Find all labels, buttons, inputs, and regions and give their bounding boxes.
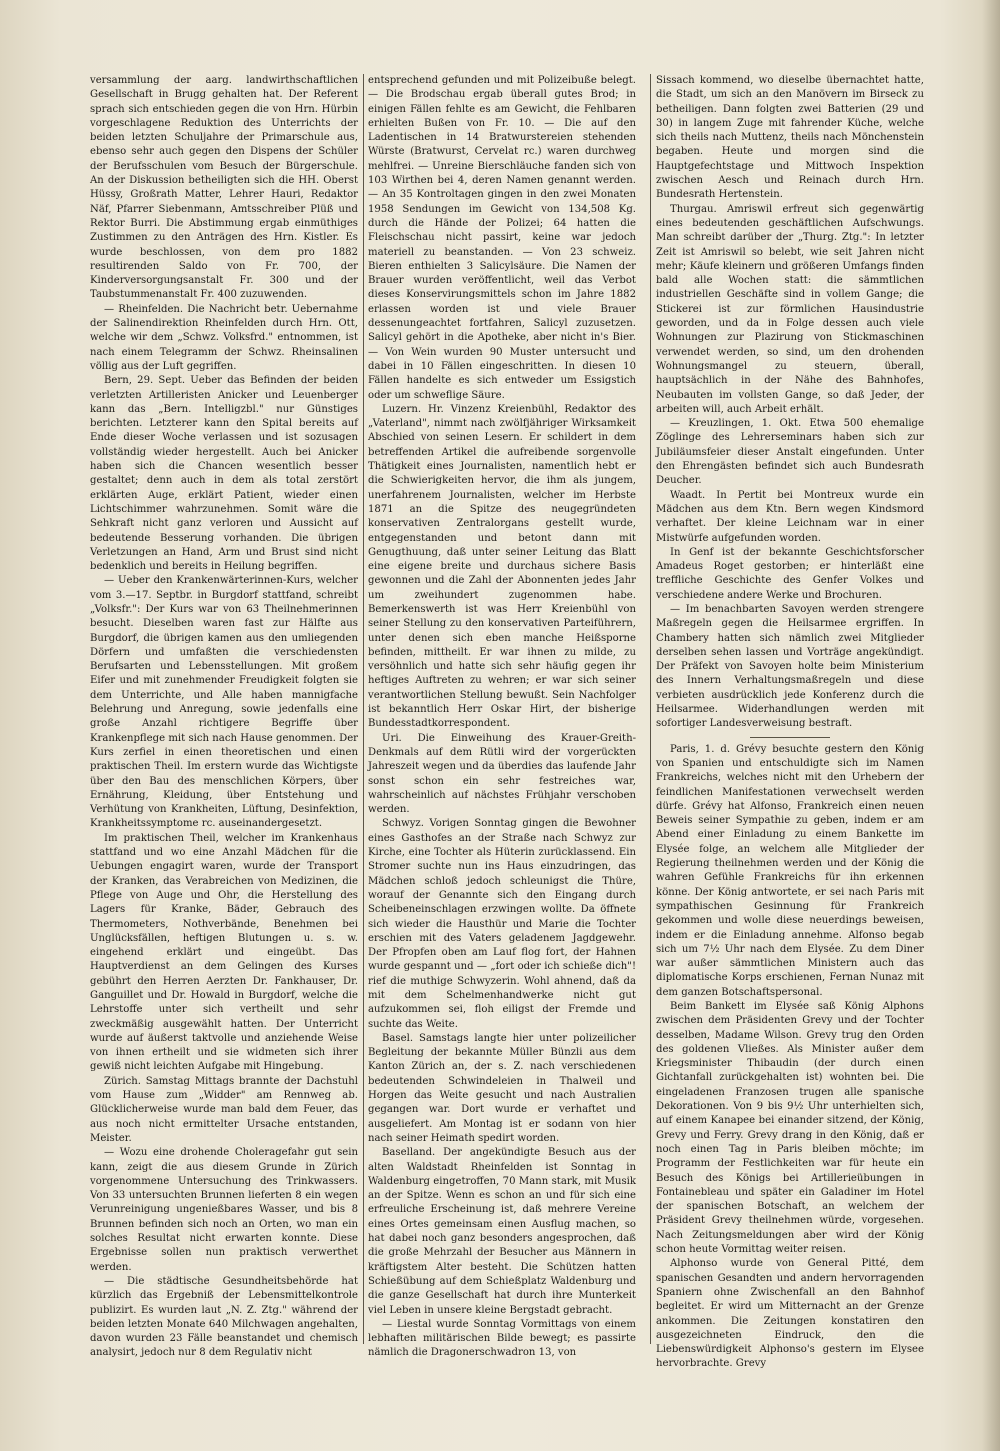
column-3: [656, 74, 924, 1372]
article-paragraph: Beim Bankett im Elysée saß König Alphons zwischen dem Präsidenten Grevy und der Tochter desselben, Madame Wilson. Grevy trug den Orden des goldenen Vließes. Als Minister außer dem Kriegsminister Thibaudin (der durch einen Gichtanfall zurückgehalten ist) wohnten bei. Die eingeladenen Franzosen trugen alle spanische Dekorationen. Von 9 bis 9½ Uhr unterhielten sich, auf einem Kanapee bei einander sitzend, der König, Grevy und Ferry. Grevy drang in den König, daß er noch einen Tag in Paris bleiben möchte; im Programm der Festlichkeiten war für heute ein Besuch des Königs bei Artillerieübungen in Fontainebleau und später ein Galadiner im Hotel der spanischen Botschaft, an welchem der Präsident Grevy theilnehmen würde, vorgesehen. Nach Zeitungsmeldungen aber wird der König schon heute Vormittag weiter reisen.: [656, 1001, 924, 1256]
article-paragraph: — Wozu eine drohende Choleragefahr gut sein kann, zeigt die aus diesem Grunde in Zürich vorgenommene Untersuchung des Trinkwassers. Von 33 untersuchten Brunnen lieferten 8 ein wegen Verunreinigung ungenießbares Wasser, und bis 8 Brunnen befinden sich noch an Orten, wo man ein solches Resultat nicht erwarten konnte. Diese Ergebnisse sollen nun praktisch verwerthet werden.: [90, 1147, 358, 1273]
article-paragraph: Schwyz. Vorigen Sonntag gingen die Bewohner eines Gasthofes an der Straße nach Schwyz zur Kirche, eine Tochter als Hüterin zurücklassend. Ein Stromer suchte nun ins Haus einzudringen, das Mädchen schloß jedoch schleunigst die Thüre, worauf der Genannte sich den Eingang durch Scheibeneinschlagen erzwingen wollte. Da öffnete sich wieder die Hausthür und Marie die Tochter erschien mit des Vaters geladenem Jagdgewehr. Der Pfropfen oben am Lauf flog fort, der Hahnen wurde gespannt und — „fort oder ich schieße dich"! rief die muthige Schwyzerin. Wohl ahnend, daß da mit dem Schelmenhandwerke nicht gut aufzukommen sei, floh eiligst der Fremde und suchte das Weite.: [368, 818, 636, 1030]
article-paragraph: Thurgau. Amriswil erfreut sich gegenwärtig eines bedeutenden geschäftlichen Aufschwungs. Man schreibt darüber der „Thurg. Ztg.": In letzter Zeit ist Amriswil so belebt, wie seit Jahren nicht mehr; Käufe kleinern und größeren Umfangs finden bald alle Wochen statt: die sämmtlichen industriellen Geschäfte sind in vollem Gange; die Stickerei ist zur förmlichen Hausindustrie geworden, und da in Folge dessen auch viele Wohnungen zur Plazirung von Stickmaschinen verwendet werden, so sind, um den drohenden Wohnungsmangel zu steuern, überall, hauptsächlich in der Nähe des Bahnhofes, Neubauten im vollsten Gange, so daß Jeder, der arbeiten will, auch Arbeit erhält.: [656, 203, 924, 415]
article-paragraph: Luzern. Hr. Vinzenz Kreienbühl, Redaktor des „Vaterland", nimmt nach zwölfjähriger Wirksamkeit Abschied von seinen Lesern. Er schildert in dem betreffenden Artikel die aufreibende sorgenvolle Thätigkeit eines Journalisten, namentlich hebt er die Schwierigkeiten hervor, die ihm als jungem, unerfahrenem Journalisten, welcher im Herbste 1871 an die Spitze des neugegründeten konservativen Zentralorgans gestellt wurde, entgegenstanden und betont dann mit Genugthuung, daß unter seiner Leitung das Blatt eine eigene breite und durchaus sichere Basis gewonnen und die Zahl der Abonnenten jedes Jahr um zweihundert zugenommen habe. Bemerkenswerth ist was Herr Kreienbühl von seiner Stellung zu den konservativen Parteiführern, unter denen sich eben manche Heißsporne befinden, mittheilt. Er war ihnen zu milde, zu versöhnlich und hatte sich sehr häufig gegen ihr heftiges Auftreten zu wehren; er war sich seiner verantwortlichen Stellung bewußt. Sein Nachfolger ist bekanntlich Herr Oskar Hirt, der bisherige Bundesstadtkorrespondent.: [368, 403, 636, 730]
article-paragraph: — Liestal wurde Sonntag Vormittags von einem lebhaften militärischen Bilde bewegt; es passirte nämlich die Dragonerschwadron 13, von: [368, 1318, 636, 1359]
column-divider: [363, 74, 364, 1344]
article-paragraph: In Genf ist der bekannte Geschichtsforscher Amadeus Roget gestorben; er hinterläßt eine treffliche Geschichte des Genfer Volkes und verschiedene andere Werke und Brochuren.: [656, 546, 924, 601]
article-paragraph: Im praktischen Theil, welcher im Krankenhaus stattfand und wo eine Anzahl Mädchen für die Uebungen engagirt waren, wurde der Transport der Kranken, das Verabreichen von Medizinen, die Pflege von Auge und Ohr, die Herstellung des Lagers für Kranke, Bäder, Gebrauch des Thermometers, Nothverbände, Benehmen bei Unglücksfällen, heftigen Blutungen u. s. w. eingehend erklärt und eingeübt. Das Hauptverdienst an dem Gelingen des Kurses gebührt den Herren Aerzten Dr. Fankhauser, Dr. Ganguillet und Dr. Howald in Burgdorf, welche die Lehrstoffe unter sich vertheilt und sehr zweckmäßig ausgewählt hatten. Der Unterricht wurde auf äußerst taktvolle und anziehende Weise von ihnen ertheilt und sie widmeten sich ihrer gewiß nicht leichten Aufgabe mit Hingebung.: [90, 832, 358, 1073]
section-separator: [750, 737, 830, 738]
article-paragraph: — Ueber den Krankenwärterinnen-Kurs, welcher vom 3.—17. Septbr. in Burgdorf stattfand, schreibt „Volksfr.": Der Kurs war von 63 Theilnehmerinnen besucht. Dieselben waren fast zur Hälfte aus Burgdorf, die übrigen kamen aus den umliegenden Dörfern und umfaßten die verschiedensten Berufsarten und Lebensstellungen. Mit großem Eifer und mit zunehmender Freudigkeit folgten sie dem Unterrichte, und Alle haben mannigfache Belehrung und Anregung, sowie jedenfalls eine große Anzahl richtigere Begriffe über Krankenpflege mit sich nach Hause genommen. Der Kurs zerfiel in einen theoretischen und einen praktischen Theil. Im erstern wurde das Wichtigste über den Bau des menschlichen Körpers, über Ernährung, Kleidung, über Entstehung und Verhütung von Krankheiten, Lüftung, Desinfektion, Krankheitssymptome rc. auseinandergesetzt.: [90, 575, 358, 830]
article-paragraph: — Die städtische Gesundheitsbehörde hat kürzlich das Ergebniß der Lebensmittelkontrole publizirt. Es wurden laut „N. Z. Ztg." während der beiden letzten Monate 640 Milchwagen angehalten, davon wurden 23 Fälle beanstandet und chemisch analysirt, jedoch nur 8 dem Regulativ nicht: [90, 1275, 358, 1359]
article-paragraph: versammlung der aarg. landwirthschaftlichen Gesellschaft in Brugg gehalten hat. Der Referent sprach sich entschieden gegen die von Hrn. Hürbin vorgeschlagene Reduktion des Unterrichts der beiden letzten Schuljahre der Primarschule aus, ebenso sehr auch gegen den Dispens der Schüler der Berufsschulen vom Besuch der Bürgerschule. An der Diskussion betheiligten sich die HH. Oberst Hüssy, Großrath Matter, Lehrer Hauri, Redaktor Näf, Pfarrer Siebenmann, Amtsschreiber Plüß und Rektor Burri. Die Abstimmung ergab einmüthiges Zustimmen zu den Anträgen des Hrn. Kistler. Es wurde beschlossen, von dem pro 1882 resultirenden Saldo von Fr. 700, der Kinderversorgungsanstalt Fr. 300 und der Taubstummenanstalt Fr. 400 zuzuwenden.: [90, 75, 358, 301]
article-paragraph: — Kreuzlingen, 1. Okt. Etwa 500 ehemalige Zöglinge des Lehrerseminars haben sich zur Jubiläumsfeier dieser Anstalt eingefunden. Unter den Ehrengästen befindet sich auch Bundesrath Deucher.: [656, 418, 924, 487]
article-paragraph: Sissach kommend, wo dieselbe übernachtet hatte, die Stadt, um sich an den Manövern im Birseck zu betheiligen. Dann folgten zwei Batterien (29 und 30) in langem Zuge mit fahrender Küche, welche sich theils nach Muttenz, theils nach Mönchenstein begaben. Heute und morgen sind die Hauptgefechtstage und Mittwoch Inspektion zwischen Aesch und Reinach durch Hrn. Bundesrath Hertenstein.: [656, 75, 924, 201]
column-1: [90, 74, 358, 1361]
column-divider: [650, 74, 651, 1344]
column-2: [368, 74, 636, 1361]
article-paragraph: Bern, 29. Sept. Ueber das Befinden der beiden verletzten Artilleristen Anicker und Leuenberger kann das „Bern. Intelligzbl." nur Günstiges berichten. Letzterer kann den Spital bereits auf Ende dieser Woche verlassen und ist sozusagen vollständig wieder hergestellt. Auch bei Anicker haben sich die Chancen wesentlich besser gestaltet; denn auch in dem als total zerstört erklärten Auge, erklärt Patient, wieder einen Lichtschimmer wahrzunehmen. Somit wäre die Sehkraft nicht ganz verloren und Aussicht auf bedeutende Besserung vorhanden. Die übrigen Verletzungen an Hand, Arm und Brust sind nicht bedenklich und bereits in Heilung begriffen.: [90, 375, 358, 573]
article-paragraph: Zürich. Samstag Mittags brannte der Dachstuhl vom Hause zum „Widder" am Rennweg ab. Glücklicherweise wurde man bald dem Feuer, das aus noch nicht ermittelter Ursache entstanden, Meister.: [90, 1075, 358, 1144]
article-paragraph: entsprechend gefunden und mit Polizeibuße belegt. — Die Brodschau ergab überall gutes Brod; in einigen Fällen fehlte es am Gewicht, die Fehlbaren erhielten Bußen von Fr. 10. — Die auf den Ladentischen in 14 Bratwurstereien stehenden Würste (Bratwurst, Cervelat rc.) waren durchweg mehlfrei. — Unreine Bierschläuche fanden sich von 103 Wirthen bei 4, deren Namen genannt werden. — An 35 Kontroltagen gingen in den zwei Monaten 1958 Sendungen im Gewicht von 134,508 Kg. durch die Hände der Polizei; 64 hatten die Fleischschau nicht passirt, keine war jedoch materiell zu beanstanden. — Von 23 schweiz. Bieren enthielten 3 Salicylsäure. Die Namen der Brauer wurden veröffentlicht, weil das Verbot dieses Konservirungsmittels schon im Jahre 1882 erlassen worden ist und viele Brauer dessenungeachtet fortfahren, Salicyl zuzusetzen. Salicyl gehört in die Apotheke, aber nicht in's Bier. — Von Wein wurden 90 Muster untersucht und dabei in 10 Fällen eingeschritten. In diesen 10 Fällen handelte es sich entweder um Essigstich oder um schweflige Säure.: [368, 75, 636, 401]
article-paragraph: Uri. Die Einweihung des Krauer-Greith-Denkmals auf dem Rütli wird der vorgerückten Jahreszeit wegen und da überdies das laufende Jahr sonst schon ein sehr festreiches war, wahrscheinlich auf nächstes Frühjahr verschoben werden.: [368, 732, 636, 816]
article-paragraph: Baselland. Der angekündigte Besuch aus der alten Waldstadt Rheinfelden ist Sonntag in Waldenburg eingetroffen, 70 Mann stark, mit Musik an der Spitze. Wenn es schon an und für sich eine erfreuliche Erscheinung ist, daß mehrere Vereine eines Ortes gemeinsam einen Ausflug machen, so hat dabei noch ganz besonders angesprochen, daß die große Mehrzahl der Besucher aus Männern in kräftigstem Alter besteht. Die Schützen hatten Schießübung auf dem Schießplatz Waldenburg und die ganze Gesellschaft hat durch ihre Munterkeit viel Leben in unsere kleine Bergstadt gebracht.: [368, 1147, 636, 1316]
article-paragraph: Waadt. In Pertit bei Montreux wurde ein Mädchen aus dem Ktn. Bern wegen Kindsmord verhaftet. Der kleine Leichnam war in einer Mistwürfe aufgefunden worden.: [656, 489, 924, 544]
page-edge-shadow: [982, 0, 1000, 1451]
article-paragraph: Basel. Samstags langte hier unter polizeilicher Begleitung der bekannte Müller Bünzli aus dem Kanton Zürich an, der s. Z. nach verschiedenen bedeutenden Schwindeleien in Thalweil und Horgen das Weite gesucht und nach Australien gegangen war. Dort wurde er verhaftet und ausgeliefert. Am Montag ist er sodann von hier nach seiner Heimath spedirt worden.: [368, 1032, 636, 1144]
article-paragraph: Alphonso wurde von General Pitté, dem spanischen Gesandten und andern hervorragenden Spaniern ohne Zwischenfall an den Bahnhof begleitet. Er wird um Mitternacht an der Grenze ankommen. Die Zeitungen konstatiren den ausgezeichneten Eindruck, den die Liebenswürdigkeit Alphonso's gestern im Elysee hervorbrachte. Grevy: [656, 1258, 924, 1370]
article-paragraph: — Rheinfelden. Die Nachricht betr. Uebernahme der Salinendirektion Rheinfelden durch Hrn. Ott, welche wir dem „Schwz. Volksfrd." entnommen, ist nach einem Telegramm der Schwz. Rheinsalinen völlig aus der Luft gegriffen.: [90, 303, 358, 372]
article-paragraph: Paris, 1. d. Grévy besuchte gestern den König von Spanien und entschuldigte sich im Namen Frankreichs, welches nicht mit den Urhebern der feindlichen Manifestationen verwechselt werden dürfe. Grévy hat Alfonso, Frankreich einen neuen Beweis seiner Sympathie zu geben, indem er am Abend einer Einladung zu einem Bankette im Elysée folge, an welchem alle Mitglieder der Regierung theilnehmen werden und der König die wahren Gefühle Frankreichs für ihn erkennen könne. Der König antwortete, er sei nach Paris mit sympathischen Gesinnung für Frankreich gekommen und wolle diese neuerdings beweisen, indem er die Einladung annehme. Alfonso begab sich um 7½ Uhr nach dem Elysée. Zu dem Diner war außer sämmtlichen Ministern auch das diplomatische Korps erschienen, Fernan Nunaz mit dem ganzen Botschaftspersonal.: [656, 743, 924, 998]
article-paragraph: — Im benachbarten Savoyen werden strengere Maßregeln gegen die Heilsarmee ergriffen. In Chambery hatten sich nämlich zwei Mitglieder derselben sehen lassen und Vorträge angekündigt. Der Präfekt von Savoyen holte beim Ministerium des Innern Verhaltungsmaßregeln und diese verbieten ausdrücklich jede Konferenz durch die Heilsarmee. Widerhandlungen werden mit sofortiger Landesverweisung bestraft.: [656, 603, 924, 730]
